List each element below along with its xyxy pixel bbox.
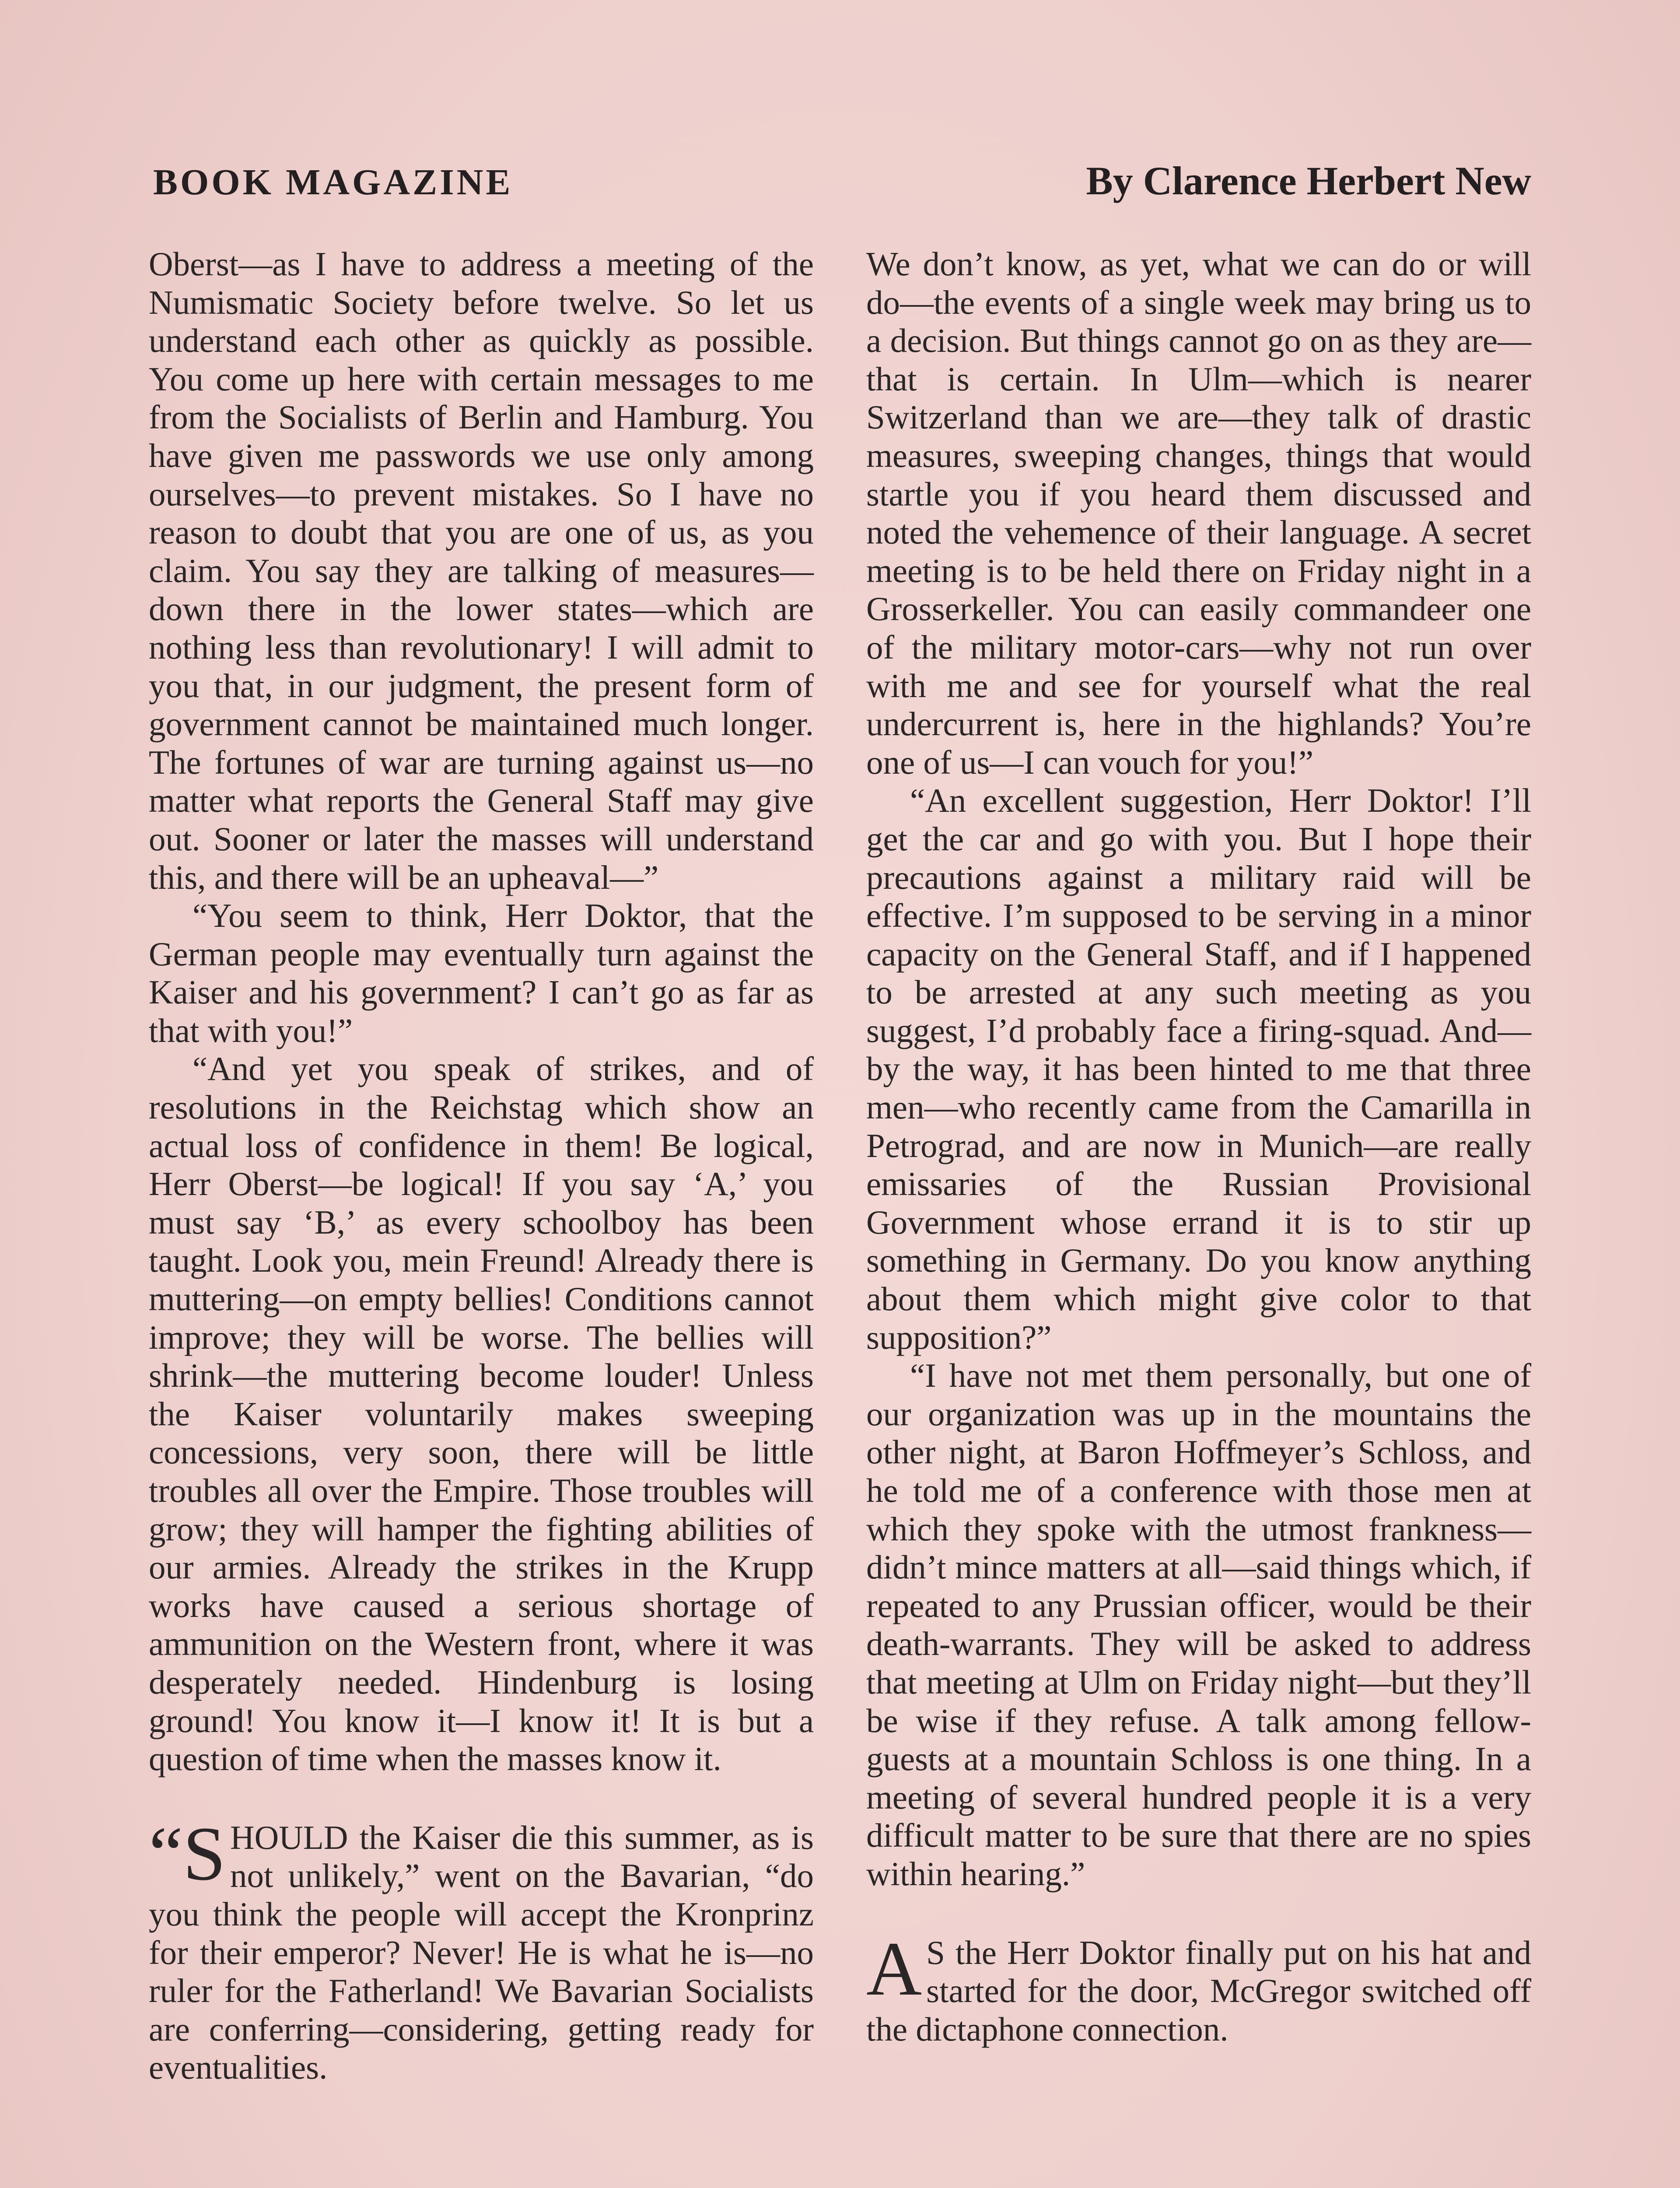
section-paragraph — [149, 1811, 814, 2087]
paragraph: We don’t know, as yet, what we can do or will do—the events of a single week may bring us to a decision. But things cannot go on as they are—that is certain. In Ulm—which is nearer Switzerland than we are—they talk of drastic measures, sweeping changes, things that would startle you if you heard them discussed and noted the vehemence of their language. A secret meeting is to be held there on Friday night in a Grosserkeller. You can easily commandeer one of the military motor-cars—why not run over with me and see for yourself what the real undercurrent is, here in the highlands? You’re one of us—I can vouch for you!” — [866, 245, 1531, 781]
paragraph: “An excellent suggestion, Herr Doktor! I’ll get the car and go with you. But I hope their precautions against a military raid will be effective. I’m supposed to be serving in a minor capacity on the General Staff, and if I happened to be arrested at any such meeting as you suggest, I’d probably face a firing-squad. And—by the way, it has been hinted to me that three men—who recently came from the Camarilla in Petrograd, and are now in Munich—are really emissaries of the Russian Provisional Government whose errand it is to stir up something in Germany. Do you know anything about them which might give color to that supposition?” — [866, 782, 1531, 1356]
section-paragraph — [866, 1926, 1531, 2049]
magazine-title: BOOK MAGAZINE — [153, 162, 513, 203]
running-head — [153, 158, 1531, 204]
text-columns — [149, 245, 1531, 2087]
paragraph: “You seem to think, Herr Doktor, that the German people may eventually turn against the Kaiser and his government? I can’t go as far as that with you!” — [149, 897, 814, 1049]
drop-cap: A — [866, 1926, 922, 2012]
paragraph: “I have not met them personally, but one of our organization was up in the mountains the other night, at Baron Hoffmeyer’s Schloss, and he told me of a conference with those men at which they spoke with the utmost frankness—didn’t mince matters at all—said things which, if repeated to any Prussian officer, would be their death-warrants. They will be asked to address that meeting at Ulm on Friday night—but they’ll be wise if they refuse. A talk among fellow-guests at a mountain Schloss is one thing. In a meeting of several hundred people it is a very difficult matter to be sure that there are no spies within hearing.” — [866, 1357, 1531, 1893]
paragraph: Oberst—as I have to address a meeting of the Numismatic Society before twelve. So let us understand each other as quickly as possible. You come up here with certain messages to me from the Socialists of Berlin and Hamburg. You have given me passwords we use only among ourselves—to prevent mistakes. So I have no reason to doubt that you are one of us, as you claim. You say they are talking of measures—down there in the lower states—which are nothing less than revolutionary! I will admit to you that, in our judgment, the present form of government cannot be maintained much longer. The fortunes of war are turning against us—no matter what reports the General Staff may give out. Sooner or later the masses will understand this, and there will be an upheaval—” — [149, 245, 814, 896]
section-text: S the Herr Doktor finally put on his hat and started for the door, McGregor switched off the dictaphone connection. — [866, 1933, 1531, 2048]
section-text: HOULD the Kaiser die this summer, as is not unlikely,” went on the Bavarian, “do you think the people will accept the Kronprinz for their emperor? Never! He is what he is—no ruler for the Fatherland! We Bavarian Socialists are conferring—considering, getting ready for eventualities. — [149, 1818, 814, 2086]
drop-cap: “S — [149, 1811, 226, 1897]
author-byline: By Clarence Herbert New — [1086, 158, 1531, 203]
right-column — [866, 245, 1531, 2087]
paragraph: “And yet you speak of strikes, and of resolutions in the Reichstag which show an actual loss of confidence in them! Be logical, Herr Oberst—be logical! If you say ‘A,’ you must say ‘B,’ as every schoolboy has been taught. Look you, mein Freund! Already there is muttering—on empty bellies! Conditions cannot improve; they will be worse. The bellies will shrink—the muttering become louder! Unless the Kaiser voluntarily makes sweeping concessions, very soon, there will be little troubles all over the Empire. Those troubles will grow; they will hamper the fighting abilities of our armies. Already the strikes in the Krupp works have caused a serious shortage of ammunition on the Western front, where it was desperately needed. Hindenburg is losing ground! You know it—I know it! It is but a question of time when the masses know it. — [149, 1050, 814, 1778]
left-column — [149, 245, 814, 2087]
